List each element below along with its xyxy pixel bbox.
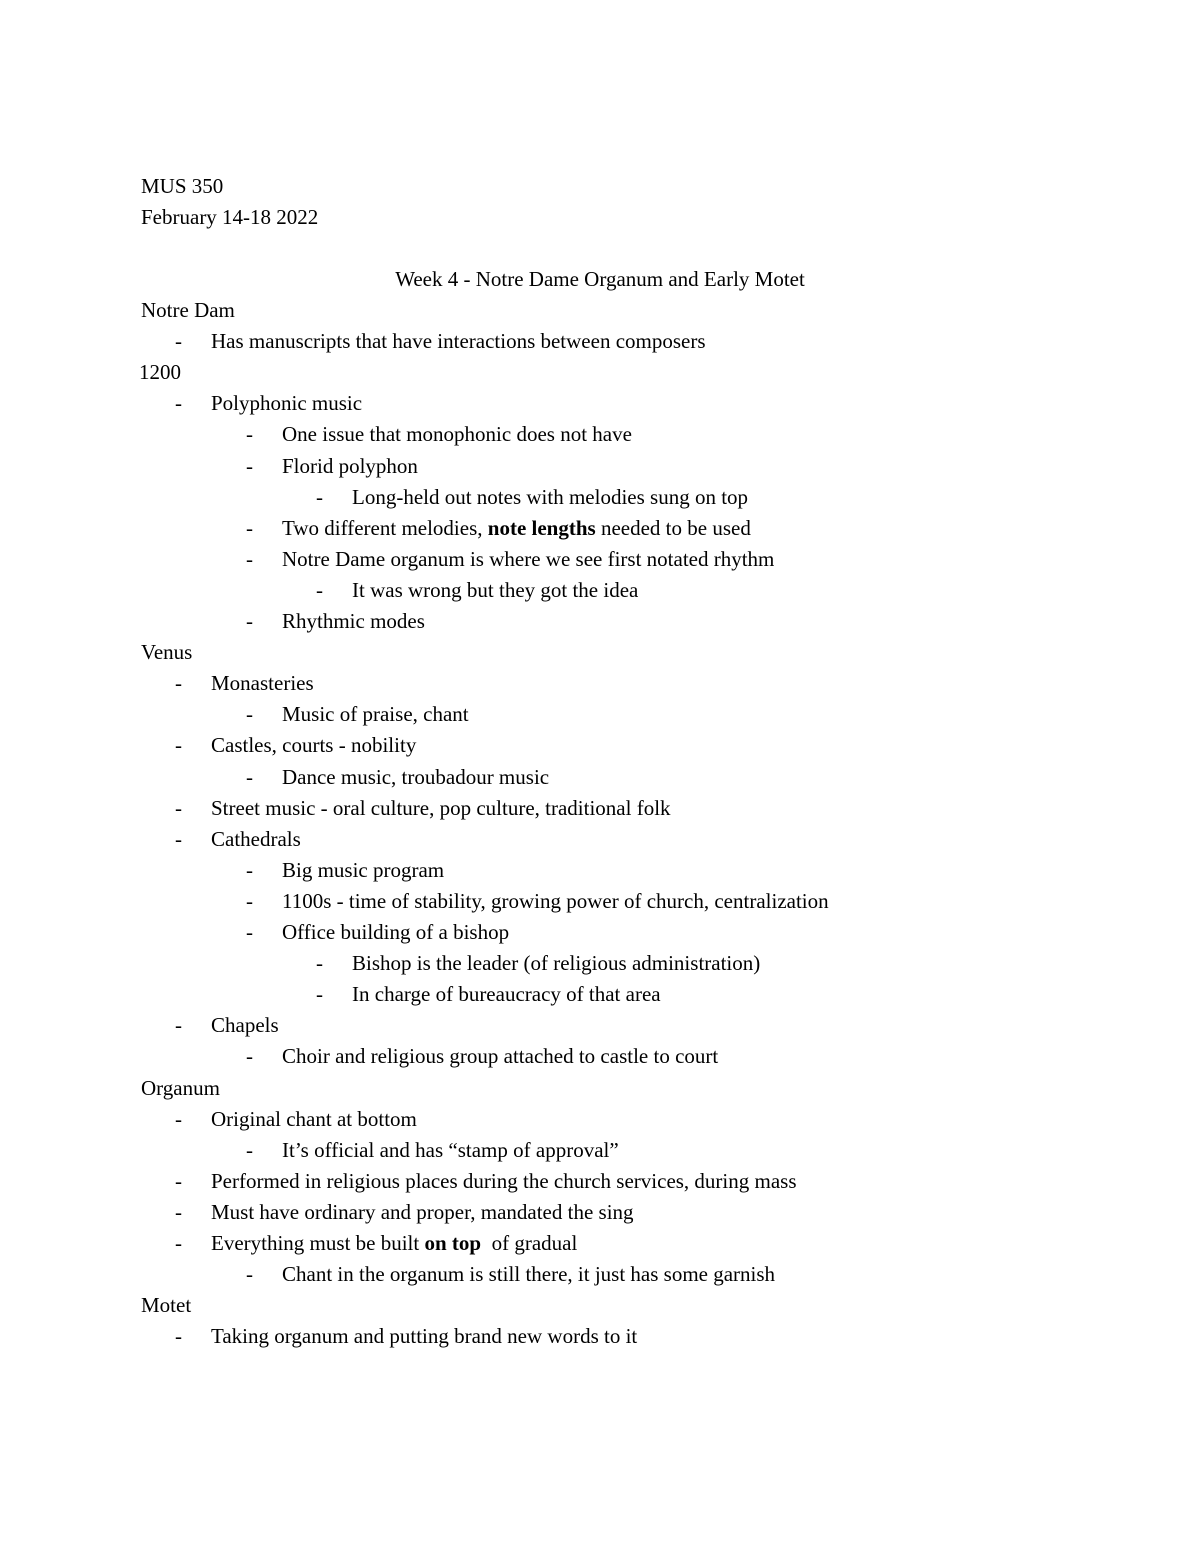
list-item xyxy=(0,762,1200,793)
item-text: 1200 xyxy=(139,360,181,385)
list-item xyxy=(0,793,1200,824)
bullet-dash: - xyxy=(246,422,253,447)
bullet-dash: - xyxy=(246,1262,253,1287)
bullet-dash: - xyxy=(246,857,253,882)
document-title: Week 4 - Notre Dame Organum and Early Motet xyxy=(395,267,805,291)
text-segment: needed to be used xyxy=(595,515,751,540)
list-item xyxy=(0,1228,1200,1259)
item-text: Venus xyxy=(141,640,193,665)
section-heading xyxy=(0,1073,1200,1104)
item-text: 1100s - time of stability, growing power of church, centralization xyxy=(282,888,829,913)
item-text: Organum xyxy=(141,1075,220,1100)
section-heading xyxy=(0,1290,1200,1321)
course-code: MUS 350 xyxy=(141,174,224,198)
bullet-dash: - xyxy=(246,764,253,789)
bullet-dash: - xyxy=(175,671,182,696)
bullet-dash: - xyxy=(175,1231,182,1255)
list-item xyxy=(0,1135,1200,1166)
item-text xyxy=(282,513,751,544)
list-item xyxy=(0,1166,1200,1197)
text-segment: Everything must be built xyxy=(211,1231,425,1255)
item-text: Taking organum and putting brand new words to it xyxy=(211,1324,638,1349)
section-heading xyxy=(0,357,1200,388)
list-item xyxy=(0,1321,1200,1352)
bullet-dash: - xyxy=(175,391,182,416)
bullet-dash: - xyxy=(175,733,182,758)
item-text: Motet xyxy=(141,1293,192,1318)
list-item xyxy=(0,668,1200,699)
bullet-dash: - xyxy=(246,1137,253,1162)
list-item xyxy=(0,606,1200,637)
item-text xyxy=(211,1228,577,1259)
item-text: Choir and religious group attached to castle to court xyxy=(282,1044,719,1069)
item-text: Long-held out notes with melodies sung on top xyxy=(352,484,749,509)
item-text: Street music - oral culture, pop culture, traditional folk xyxy=(211,795,671,820)
item-text: Florid polyphon xyxy=(282,453,418,478)
list-item xyxy=(0,419,1200,450)
bullet-dash: - xyxy=(175,1106,182,1131)
list-item xyxy=(0,917,1200,948)
section-heading xyxy=(0,295,1200,326)
section-heading xyxy=(0,637,1200,668)
bullet-dash: - xyxy=(246,888,253,913)
bold-text: note lengths xyxy=(487,515,596,540)
list-item xyxy=(0,544,1200,575)
list-item xyxy=(0,1041,1200,1072)
bullet-dash: - xyxy=(175,1324,182,1349)
list-item xyxy=(0,824,1200,855)
list-item xyxy=(0,948,1200,979)
item-text: Big music program xyxy=(282,857,445,882)
bullet-dash: - xyxy=(175,329,182,354)
list-item xyxy=(0,575,1200,606)
list-item xyxy=(0,1259,1200,1290)
item-text: Office building of a bishop xyxy=(282,920,510,944)
list-item xyxy=(0,451,1200,482)
bullet-dash: - xyxy=(246,453,253,478)
bullet-dash: - xyxy=(246,609,253,633)
bullet-dash: - xyxy=(246,546,253,571)
item-text: Notre Dam xyxy=(141,298,235,322)
text-segment: Two different melodies, xyxy=(282,515,488,540)
list-item xyxy=(0,886,1200,917)
bullet-dash: - xyxy=(316,982,323,1007)
item-text: Performed in religious places during the church services, during mass xyxy=(211,1168,797,1193)
bullet-dash: - xyxy=(175,1013,182,1038)
list-item xyxy=(0,979,1200,1010)
item-text: Chapels xyxy=(211,1013,279,1038)
item-text: Rhythmic modes xyxy=(282,609,425,633)
list-item xyxy=(0,513,1200,544)
item-text: It’s official and has “stamp of approval” xyxy=(282,1137,619,1162)
list-item xyxy=(0,482,1200,513)
list-item xyxy=(0,1010,1200,1041)
item-text: It was wrong but they got the idea xyxy=(352,577,639,602)
bullet-dash: - xyxy=(246,1044,253,1069)
bullet-dash: - xyxy=(175,826,182,851)
bullet-dash: - xyxy=(246,920,253,944)
item-text: Music of praise, chant xyxy=(282,702,469,727)
item-text: Bishop is the leader (of religious administration) xyxy=(352,951,761,976)
item-text: Chant in the organum is still there, it just has some garnish xyxy=(282,1262,776,1287)
text-segment: of gradual xyxy=(481,1231,578,1255)
bullet-dash: - xyxy=(246,702,253,727)
item-text: One issue that monophonic does not have xyxy=(282,422,632,447)
list-item xyxy=(0,326,1200,357)
item-text: Castles, courts - nobility xyxy=(211,733,417,758)
list-item xyxy=(0,855,1200,886)
bullet-dash: - xyxy=(175,795,182,820)
item-text: Cathedrals xyxy=(211,826,301,851)
bold-text: on top xyxy=(424,1231,482,1255)
bullet-dash: - xyxy=(175,1199,182,1224)
item-text: Monasteries xyxy=(211,671,314,696)
bullet-dash: - xyxy=(316,951,323,976)
list-item xyxy=(0,1104,1200,1135)
bullet-dash: - xyxy=(316,577,323,602)
bullet-dash: - xyxy=(316,484,323,509)
item-text: Notre Dame organum is where we see first notated rhythm xyxy=(282,546,775,571)
list-item xyxy=(0,730,1200,761)
list-item xyxy=(0,699,1200,730)
bullet-dash: - xyxy=(175,1168,182,1193)
bullet-dash: - xyxy=(246,515,253,540)
list-item xyxy=(0,1197,1200,1228)
list-item xyxy=(0,388,1200,419)
item-text: Must have ordinary and proper, mandated the sing xyxy=(211,1199,634,1224)
date-range: February 14-18 2022 xyxy=(141,205,319,229)
item-text: Original chant at bottom xyxy=(211,1106,417,1131)
item-text: Has manuscripts that have interactions between composers xyxy=(211,329,706,354)
item-text: Dance music, troubadour music xyxy=(282,764,550,789)
item-text: Polyphonic music xyxy=(211,391,363,416)
item-text: In charge of bureaucracy of that area xyxy=(352,982,661,1007)
